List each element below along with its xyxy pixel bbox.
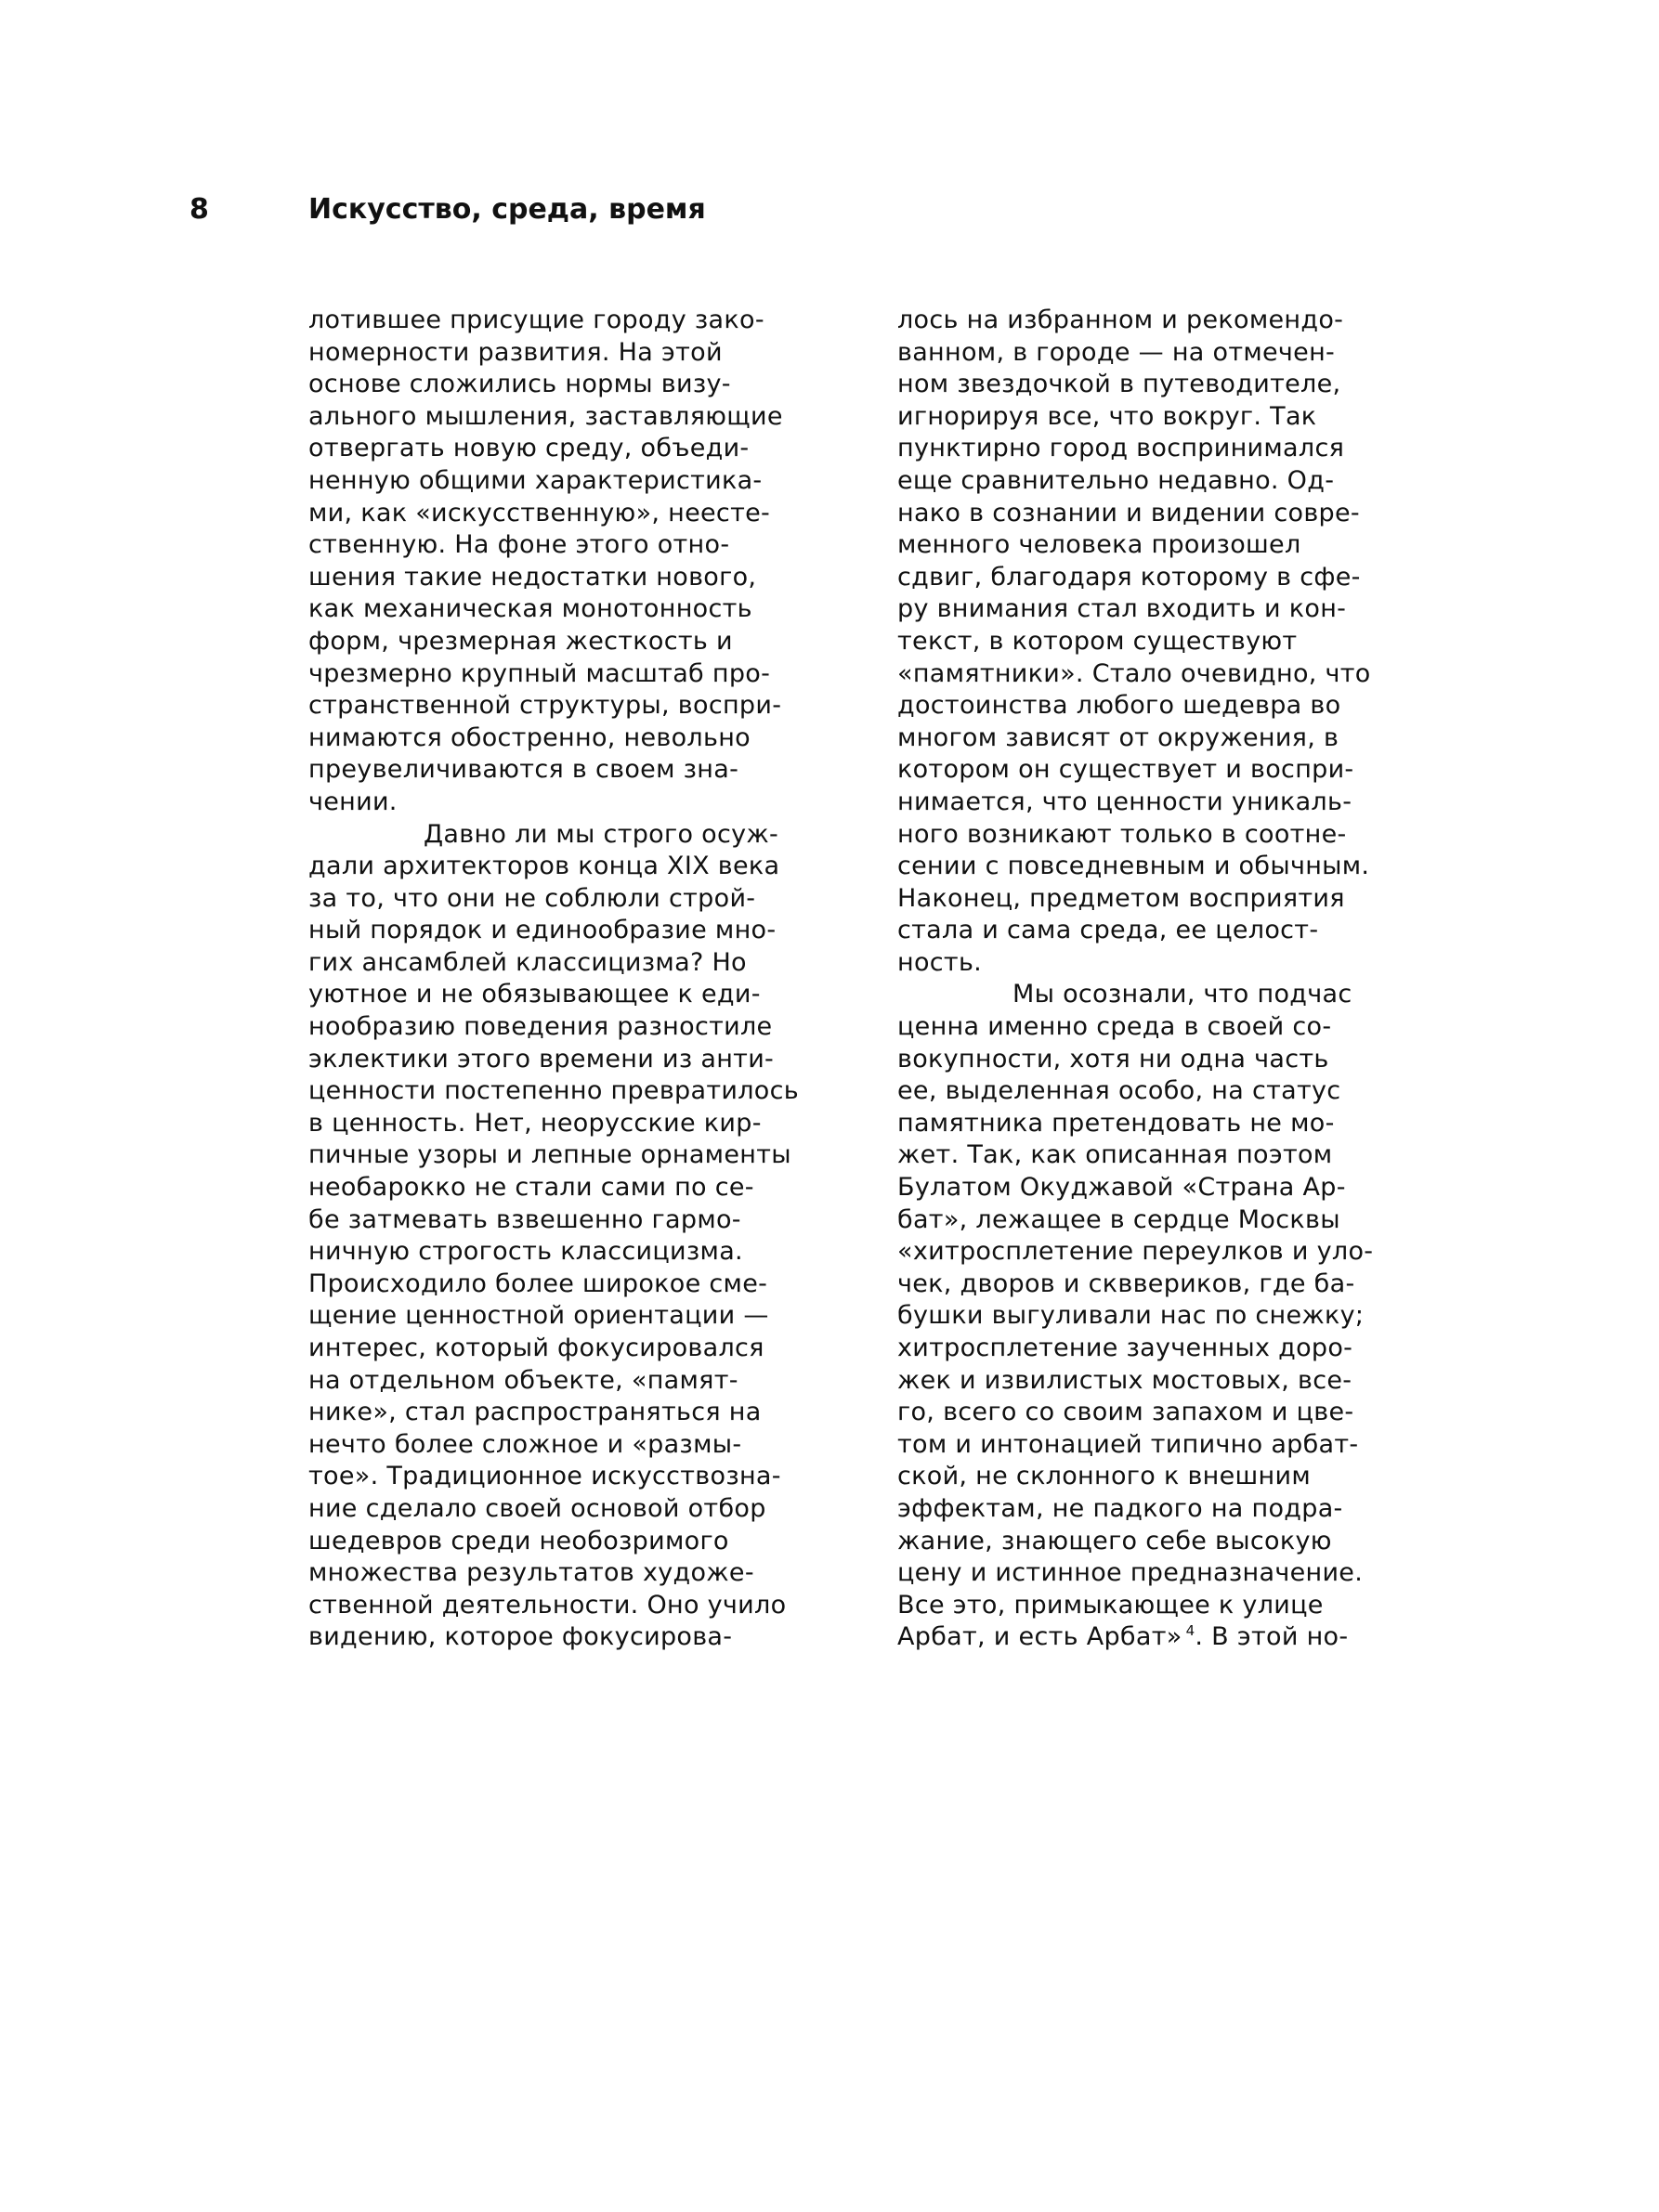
text-line (308, 465, 799, 498)
text-line (308, 1044, 799, 1076)
text-line-content: Арбат, и есть Арбат» (897, 1622, 1182, 1652)
text-line (308, 754, 799, 787)
text-line-content: ее, выделенная особо, на статус (897, 1076, 1341, 1106)
text-line-content: ненную общими характеристика- (308, 465, 763, 495)
text-line (897, 1397, 1373, 1429)
text-line (897, 465, 1373, 498)
text-line (897, 1461, 1373, 1493)
text-line (308, 1493, 799, 1526)
text-line (308, 947, 799, 980)
text-line-content: ценна именно среда в своей со- (897, 1012, 1332, 1042)
text-line (897, 1172, 1373, 1204)
text-line-content: ние сделало своей основой отбор (308, 1493, 766, 1523)
text-line (308, 1204, 799, 1237)
text-line (308, 915, 799, 947)
text-line-content: основе сложились нормы визу- (308, 370, 731, 399)
text-line (897, 1044, 1373, 1076)
page-header (0, 184, 1659, 236)
text-line-content: уютное и не обязывающее к еди- (308, 980, 761, 1009)
text-line (897, 562, 1373, 594)
text-line-content: жание, знающего себе высокую (897, 1526, 1332, 1555)
text-line (897, 947, 1373, 980)
text-line (897, 337, 1373, 370)
text-line-content: в ценность. Нет, неорусские кир- (308, 1108, 762, 1138)
text-line (308, 626, 799, 658)
text-line-content: чрезмерно крупный масштаб про- (308, 658, 771, 688)
text-line-content: бушки выгуливали нас по снежку; (897, 1301, 1365, 1331)
text-line (308, 401, 799, 434)
text-line (897, 433, 1373, 465)
text-line (897, 754, 1373, 787)
text-line-content: ственной деятельности. Оно учило (308, 1590, 787, 1620)
text-line (308, 851, 799, 883)
text-line (308, 787, 799, 819)
text-line (308, 305, 799, 337)
text-line-content: гих ансамблей классицизма? Но (308, 947, 747, 977)
text-line (897, 819, 1373, 852)
text-line-content: котором он существует и воспри- (897, 755, 1354, 785)
text-line-content: форм, чрезмерная жесткость и (308, 626, 733, 656)
text-line-content: преувеличиваются в своем зна- (308, 755, 739, 785)
text-line-content: ность. (897, 947, 983, 977)
text-line (308, 1011, 799, 1044)
text-line-content: как механическая монотонность (308, 594, 752, 624)
text-line-content: «хитросплетение переулков и уло- (897, 1237, 1374, 1267)
text-line (308, 337, 799, 370)
text-line-content: дали архитекторов конца XIX века (308, 852, 780, 881)
text-line-content: памятника претендовать не мо- (897, 1108, 1335, 1138)
text-line-content: нако в сознании и видении совре- (897, 498, 1360, 527)
text-line (897, 1493, 1373, 1526)
text-line-content: ничную строгость классицизма. (308, 1237, 743, 1267)
text-line-content: шедевров среди необозримого (308, 1526, 729, 1555)
text-line-content: стала и сама среда, ее целост- (897, 916, 1319, 945)
text-line-content: за то, что они не соблюли строй- (308, 883, 756, 913)
text-line-content: бе затмевать взвешенно гармо- (308, 1204, 741, 1234)
text-line (897, 1204, 1373, 1237)
text-line-content: пичные узоры и лепные орнаменты (308, 1140, 791, 1170)
text-line (308, 1365, 799, 1398)
text-line-tail: . В этой но- (1195, 1622, 1349, 1652)
text-line (897, 1269, 1373, 1301)
text-line (897, 787, 1373, 819)
text-line-content: ми, как «искусственную», неесте- (308, 498, 771, 527)
running-title: Искусство, среда, время (308, 193, 706, 226)
text-line-content: цену и истинное предназначение. (897, 1558, 1364, 1588)
text-line (308, 1300, 799, 1333)
text-line-content: множества результатов художе- (308, 1558, 754, 1588)
text-line (897, 1300, 1373, 1333)
text-line-content: жек и извилистых мостовых, все- (897, 1365, 1352, 1395)
text-line (308, 1139, 799, 1172)
text-line (897, 1011, 1373, 1044)
text-line (308, 690, 799, 722)
text-line (308, 722, 799, 755)
text-line (897, 722, 1373, 755)
text-line-content: Мы осознали, что подчас (1012, 980, 1352, 1009)
text-line (308, 1526, 799, 1558)
page-number: 8 (189, 193, 209, 226)
text-line-content: необарокко не стали сами по се- (308, 1173, 754, 1203)
text-line (308, 1333, 799, 1365)
text-line-content: лотившее присущие городу зако- (308, 306, 764, 334)
text-line (897, 401, 1373, 434)
text-line (897, 1075, 1373, 1108)
text-line-content: интерес, который фокусировался (308, 1334, 764, 1362)
text-line-content: достоинства любого шедевра во (897, 691, 1341, 721)
text-line-content: текст, в котором существуют (897, 626, 1298, 656)
text-line-content: Все это, примыкающее к улице (897, 1590, 1324, 1620)
text-line (897, 1590, 1373, 1622)
left-text-column (308, 305, 799, 1654)
text-line-content: менного человека произошел (897, 530, 1301, 560)
text-line-content: ценности постепенно превратилось (308, 1076, 799, 1106)
text-line-content: ный порядок и единообразие мно- (308, 916, 777, 945)
text-line (897, 1139, 1373, 1172)
text-line-content: ванном, в городе — на отмечен- (897, 337, 1336, 367)
text-line (897, 1557, 1373, 1590)
text-line (308, 1429, 799, 1462)
text-line-content: номерности развития. На этой (308, 337, 723, 367)
text-line-content: эклектики этого времени из анти- (308, 1044, 775, 1073)
text-line-content: Давно ли мы строго осуж- (424, 819, 779, 849)
text-line-content: Булатом Окуджавой «Страна Ар- (897, 1173, 1346, 1203)
text-line (897, 883, 1373, 916)
text-line-content: нечто более сложное и «размы- (308, 1429, 742, 1459)
text-line (308, 883, 799, 916)
text-line (897, 1526, 1373, 1558)
text-line-content: пунктирно город воспринимался (897, 434, 1345, 463)
text-line (897, 529, 1373, 562)
text-line (308, 1108, 799, 1140)
text-line-content: странственной структуры, воспри- (308, 691, 782, 721)
text-line (897, 1365, 1373, 1398)
text-line-content: ской, не склонного к внешним (897, 1462, 1312, 1491)
text-line (897, 851, 1373, 883)
text-line (308, 1075, 799, 1108)
text-line-content: чек, дворов и скввериков, где ба- (897, 1269, 1355, 1298)
text-line (308, 819, 799, 852)
text-line (897, 1621, 1373, 1654)
text-line (308, 1557, 799, 1590)
text-line (897, 369, 1373, 401)
text-line (308, 593, 799, 626)
text-line (308, 1236, 799, 1269)
footnote-reference: 4 (1185, 1622, 1195, 1640)
text-line-content: «памятники». Стало очевидно, что (897, 658, 1371, 688)
text-line-content: ру внимания стал входить и кон- (897, 594, 1347, 624)
text-line (897, 979, 1373, 1011)
text-line-content: лось на избранном и рекомендо- (897, 306, 1344, 334)
text-line-content: ного возникают только в соотне- (897, 819, 1347, 849)
text-line (308, 1172, 799, 1204)
text-line-content: ственную. На фоне этого отно- (308, 530, 730, 560)
text-line (897, 915, 1373, 947)
text-line (308, 1621, 799, 1654)
text-line-content: ном звездочкой в путеводителе, (897, 370, 1341, 399)
text-line-content: многом зависят от окружения, в (897, 722, 1339, 752)
text-line (897, 658, 1373, 691)
text-line-content: Происходило более широкое сме- (308, 1269, 768, 1298)
text-line-content: нимаются обостренно, невольно (308, 722, 751, 752)
text-line (308, 979, 799, 1011)
text-line-content: хитросплетение заученных доро- (897, 1334, 1353, 1362)
text-line-content: ального мышления, заставляющие (308, 401, 783, 431)
text-line (308, 369, 799, 401)
text-line-content: нообразию поведения разностиле (308, 1012, 773, 1042)
text-line-content: тое». Традиционное искусствозна- (308, 1462, 781, 1491)
text-line (897, 626, 1373, 658)
text-line-content: щение ценностной ориентации — (308, 1301, 769, 1331)
text-line (897, 1333, 1373, 1365)
text-line (897, 305, 1373, 337)
text-line-content: жет. Так, как описанная поэтом (897, 1140, 1333, 1170)
text-line (897, 1108, 1373, 1140)
text-line-content: Наконец, предметом восприятия (897, 883, 1345, 913)
text-line (897, 498, 1373, 530)
text-line-content: го, всего со своим запахом и цве- (897, 1398, 1354, 1427)
text-line (308, 1590, 799, 1622)
text-line-content: игнорируя все, что вокруг. Так (897, 401, 1317, 431)
text-line-content: том и интонацией типично арбат- (897, 1429, 1359, 1459)
text-line (897, 1236, 1373, 1269)
text-line-content: эффектам, не падкого на подра- (897, 1493, 1343, 1523)
text-line (308, 562, 799, 594)
text-line (308, 1461, 799, 1493)
text-line-content: бат», лежащее в сердце Москвы (897, 1204, 1340, 1234)
text-line (308, 433, 799, 465)
text-line-content: чении. (308, 787, 398, 816)
text-line-content: вокупности, хотя ни одна часть (897, 1044, 1329, 1073)
text-line (308, 658, 799, 691)
text-line-content: сдвиг, благодаря которому в сфе- (897, 562, 1361, 592)
text-line (308, 498, 799, 530)
text-line-content: сении с повседневным и обычным. (897, 852, 1370, 881)
text-line (308, 529, 799, 562)
text-line (308, 1269, 799, 1301)
right-text-column (897, 305, 1373, 1654)
text-line (897, 1429, 1373, 1462)
text-line (897, 690, 1373, 722)
text-line (897, 593, 1373, 626)
text-line-content: нике», стал распространяться на (308, 1398, 762, 1427)
text-line-content: нимается, что ценности уникаль- (897, 787, 1352, 816)
text-line-content: еще сравнительно недавно. Од- (897, 465, 1335, 495)
text-line-content: шения такие недостатки нового, (308, 562, 757, 592)
text-line-content: на отдельном объекте, «памят- (308, 1365, 738, 1395)
text-line (308, 1397, 799, 1429)
text-line-content: отвергать новую среду, объеди- (308, 434, 750, 463)
text-line-content: видению, которое фокусирова- (308, 1622, 733, 1652)
